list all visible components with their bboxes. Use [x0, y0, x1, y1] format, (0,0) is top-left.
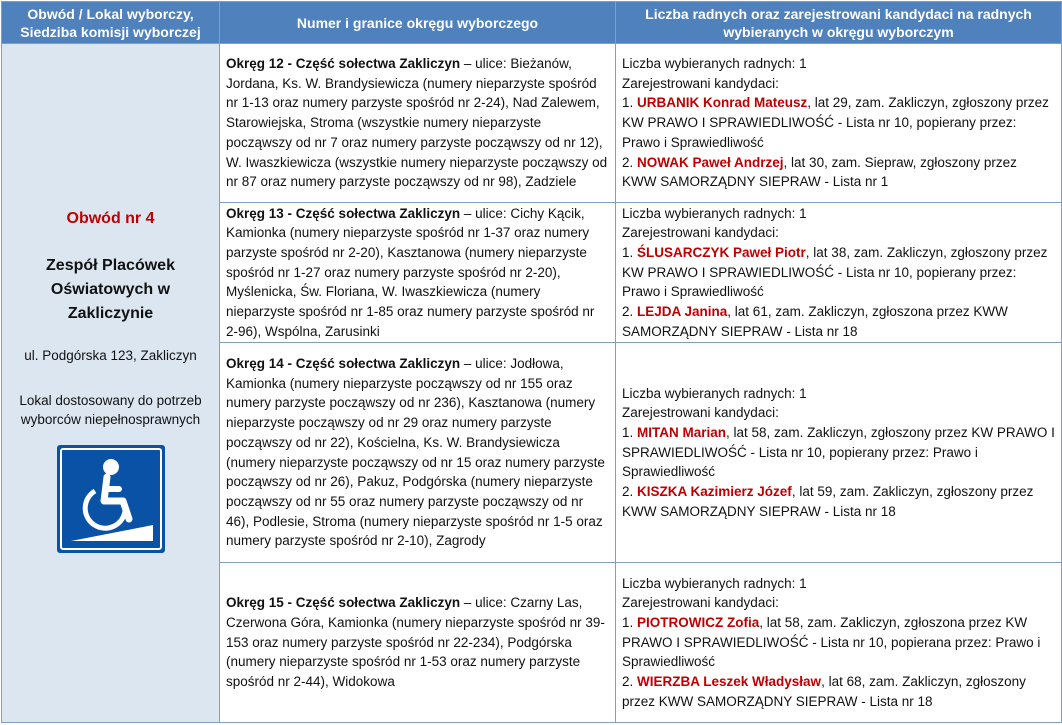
- candidate-entry: 1. PIOTROWICZ Zofia, lat 58, zam. Zakliczyn, zgłoszona przez KW PRAWO I SPRAWIEDLIWOŚĆ - Lista nr 10, popierana przez: Prawo i Sprawiedliwość: [622, 614, 1041, 670]
- seats-count: Liczba wybieranych radnych: 1: [622, 205, 807, 221]
- seat-address: ul. Podgórska 123, Zakliczyn: [24, 348, 197, 363]
- okreg-streets: – ulice: Cichy Kącik, Kamionka (numery nieparzyste spośród nr 1-37 oraz numery parzyste spośród nr 2-20), Kasztanowa (numery nieparzyste spośród nr 1-27 oraz numery parzyste spośród nr 2-20), Myślenicka, Św. Floriana, W. Iwaszkiewicza (numery nieparzyste spośród nr 1-85 oraz numery parzyste spośród nr 2-96), Wspólna, Zarusinki: [226, 205, 595, 339]
- candidate-entry: 1. MITAN Marian, lat 58, zam. Zakliczyn, zgłoszony przez KW PRAWO I SPRAWIEDLIWOŚĆ - Lista nr 10, popierany przez: Prawo i Sprawiedliwość: [622, 424, 1055, 480]
- table-row: [2, 44, 1062, 203]
- seats-count: Liczba wybieranych radnych: 1: [622, 56, 807, 72]
- header-boundaries: Numer i granice okręgu wyborczego: [220, 2, 616, 44]
- candidate-entry: 2. NOWAK Paweł Andrzej, lat 30, zam. Siepraw, zgłoszony przez KWW SAMORZĄDNY SIEPRAW - Lista nr 1: [622, 154, 1017, 190]
- candidate-name: NOWAK Paweł Andrzej: [637, 154, 784, 170]
- okreg-12-boundaries: [220, 44, 616, 203]
- okreg-streets: – ulice: Czarny Las, Czerwona Góra, Kamionka (numery nieparzyste spośród nr 39-153 oraz numery parzyste spośród nr 22-234), Podgórska (numery nieparzyste spośród nr 1-53 oraz numery parzyste spośród nr 2-44), Widokowa: [226, 595, 605, 690]
- accessibility-note: Lokal dostosowany do potrzeb wyborców niepełnosprawnych: [19, 393, 202, 427]
- candidate-entry: 1. URBANIK Konrad Mateusz, lat 29, zam. Zakliczyn, zgłoszony przez KW PRAWO I SPRAWIEDLIWOŚĆ - Lista nr 10, popierany przez: Prawo i Sprawiedliwość: [622, 95, 1049, 150]
- header-candidates: Liczba radnych oraz zarejestrowani kandydaci na radnych wybieranych w okręgu wyborczym: [616, 2, 1062, 44]
- district-cell: [2, 44, 220, 723]
- candidate-entry: 1. ŚLUSARCZYK Paweł Piotr, lat 38, zam. Zakliczyn, zgłoszony przez KW PRAWO I SPRAWIEDLIWOŚĆ - Lista nr 10, popierany przez: Prawo i Sprawiedliwość: [622, 244, 1048, 300]
- registered-label: Zarejestrowani kandydaci:: [622, 405, 779, 421]
- seat-name: Zespół Placówek Oświatowych w Zakliczynie: [46, 257, 175, 322]
- seats-count: Liczba wybieranych radnych: 1: [622, 385, 807, 401]
- okreg-13-boundaries: [220, 203, 616, 343]
- okreg-13-candidates: [616, 203, 1062, 343]
- okreg-14-boundaries: [220, 343, 616, 563]
- okreg-title: Okręg 15 - Część sołectwa Zakliczyn: [226, 595, 461, 611]
- candidate-name: WIERZBA Leszek Władysław: [637, 674, 822, 690]
- candidate-entry: 2. KISZKA Kazimierz Józef, lat 59, zam. Zakliczyn, zgłoszony przez KWW SAMORZĄDNY SIEPRAW - Lista nr 18: [622, 484, 1034, 519]
- okreg-title: Okręg 12 - Część sołectwa Zakliczyn: [226, 56, 461, 72]
- okreg-streets: – ulice: Bieżanów, Jordana, Ks. W. Brandysiewicza (numery nieparzyste spośród nr 1-13 oraz numery parzyste spośród nr 2-24), Nad Zalewem, Starowiejska, Stroma (wszystkie numery nieparzyste począwszy od nr 7 oraz numery parzyste począwszy od nr 12), W. Iwaszkiewicza (wszystkie numery nieparzyste począwszy od nr 87 oraz numery parzyste począwszy od nr 98), Zadziele: [226, 56, 608, 190]
- okreg-title: Okręg 14 - Część sołectwa Zakliczyn: [226, 355, 461, 371]
- seats-count: Liczba wybieranych radnych: 1: [622, 575, 807, 591]
- registered-label: Zarejestrowani kandydaci:: [622, 75, 779, 91]
- okreg-12-candidates: [616, 44, 1062, 203]
- okreg-title: Okręg 13 - Część sołectwa Zakliczyn: [226, 205, 461, 221]
- header-district: Obwód / Lokal wyborczy, Siedziba komisji wyborczej: [2, 2, 220, 44]
- candidate-name: KISZKA Kazimierz Józef: [637, 484, 792, 500]
- district-number: Obwód nr 4: [66, 210, 155, 227]
- okreg-15-candidates: [616, 563, 1062, 723]
- candidate-entry: 2. LEJDA Janina, lat 61, zam. Zakliczyn, zgłoszona przez KWW SAMORZĄDNY SIEPRAW - Lista nr 18: [622, 304, 1008, 339]
- wheelchair-ramp-icon: [57, 445, 165, 553]
- okreg-15-boundaries: [220, 563, 616, 723]
- okreg-14-candidates: [616, 343, 1062, 563]
- candidate-name: ŚLUSARCZYK Paweł Piotr: [637, 244, 806, 260]
- candidate-name: LEJDA Janina: [637, 304, 728, 320]
- registered-label: Zarejestrowani kandydaci:: [622, 225, 779, 241]
- candidate-name: URBANIK Konrad Mateusz: [637, 95, 808, 111]
- candidate-name: PIOTROWICZ Zofia: [637, 614, 760, 630]
- header-row: [2, 2, 1062, 44]
- okreg-streets: – ulice: Jodłowa, Kamionka (numery nieparzyste począwszy od nr 155 oraz numery parzyste począwszy od nr 236), Kasztanowa (numery nieparzyste począwszy od nr 29 oraz numery parzyste począwszy od nr 22), Kościelna, Ks. W. Brandysiewicza (numery nieparzyste począwszy od nr 15 oraz numery parzyste począwszy od nr 26), Pakuz, Podgórska (numery nieparzyste począwszy od nr 55 oraz numery parzyste począwszy od nr 46), Podlesie, Stroma (numery nieparzyste spośród nr 1-5 oraz numery parzyste spośród nr 2-10), Zagrody: [226, 355, 605, 549]
- registered-label: Zarejestrowani kandydaci:: [622, 595, 779, 611]
- candidate-name: MITAN Marian: [637, 424, 727, 440]
- candidate-entry: 2. WIERZBA Leszek Władysław, lat 68, zam. Zakliczyn, zgłoszony przez KWW SAMORZĄDNY SIEPRAW - Lista nr 18: [622, 674, 1026, 709]
- election-table: [1, 1, 1062, 723]
